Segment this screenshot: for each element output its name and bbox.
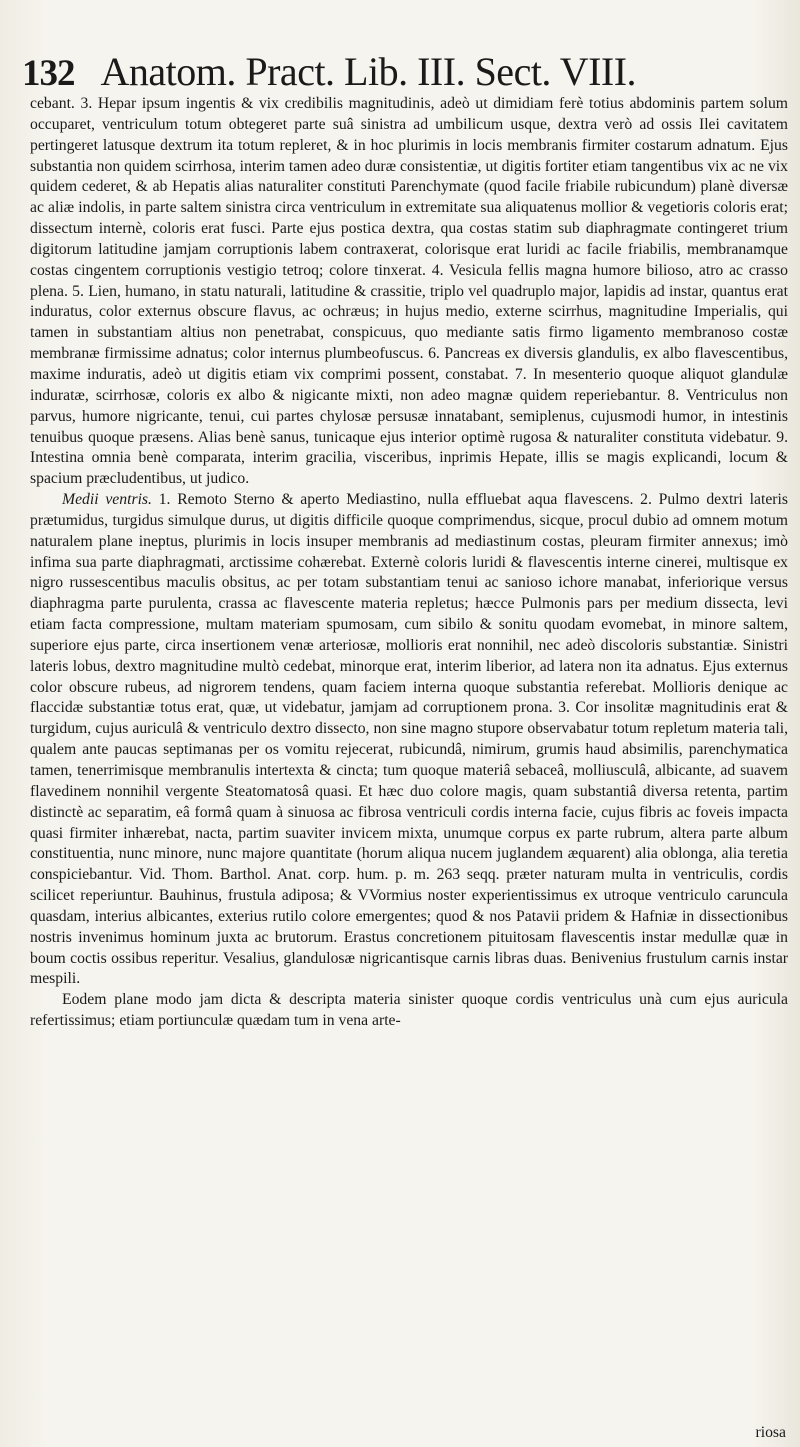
- paragraph-abdomen: cebant. 3. Hepar ipsum ingentis & vix credibilis magnitudinis, adeò ut dimidiam ferè totius abdominis partem solum occuparet, ventriculum totum obtegeret parte suâ sinistra ad umbilicum usque, dextra verò ad ossis Ilei cavitatem pertingeret latusque dextrum ita totum repleret, & in hoc plurimis in locis membranis firmiter costarum adnatum. Ejus substantia non quidem scirrhosa, interim tamen adeo duræ consistentiæ, ut digitis fortiter etiam tangentibus vix ac ne vix quidem cederet, & ab Hepatis alias naturaliter constituti Parenchymate (quod facile friabile rubicundum) planè diversæ ac aliæ indolis, in parte saltem sinistra circa ventriculum in extremitate sua aliquatenus mollior & vegetioris coloris erat; dissectum internè, coloris erat fusci. Parte ejus postica dextra, qua costas statim sub diaphragmate contingeret trium digitorum latitudine jamjam corruptionis labem contraxerat, colorisque erat luridi ac facile friabilis, membranamque costas cingentem corruptionis vestigio tetroq; colore tinxerat. 4. Vesicula fellis magna humore bilioso, atro ac crasso plena. 5. Lien, humano, in statu naturali, latitudine & crassitie, triplo vel quadruplo major, lapidis ad instar, quantus erat induratus, color externus obscure flavus, ac ochræus; in hujus medio, externe scirrhus, magnitudine Imperialis, qui tamen in substantiam altius non penetrabat, conspicuus, quo mediante satis firmo ligamento membranoso costæ membranæ firmissime adnatus; color internus plumbeofuscus. 6. Pancreas ex diversis glandulis, ex albo flavescentibus, maxime induratis, adeò ut digitis etiam vix comprimi possent, constabat. 7. In mesenterio quoque aliquot glandulæ induratæ, scirrhosæ, coloris ex albo & nigicante mixti, non adeo magnæ quidem reperiebantur. 8. Ventriculus non parvus, humore nigricante, tenui, cui partes chylosæ persusæ innatabant, semiplenus, cujusmodi humor, in intestinis tenuibus quoque præsens. Alias benè sanus, tunicaque ejus interior optimè rugosa & naturaliter constituta videbatur. 9. Intestina omnia benè comparata, interim gracilia, visceribus, inprimis Hepate, illis se magis explicandi, locum & spacium præcludentibus, ut judico.: [30, 95, 788, 488]
- catchword: riosa: [755, 1424, 786, 1441]
- running-head: Anatom. Pract. Lib. III. Sect. VIII.: [100, 49, 637, 94]
- section-label: Medii ventris.: [62, 491, 152, 509]
- paragraph-medii-ventris: [30, 490, 788, 990]
- paragraph-medii-ventris-text: 1. Remoto Sterno & aperto Mediastino, nulla effluebat aqua flavescens. 2. Pulmo dextri lateris prætumidus, turgidus simulque durus, ut digitis difficile quoque comprimendus, sicque, procul dubio ad omnem motum naturalem plane ineptus, plurimis in locis insuper membranis ad mediastinum costas, pleuram firmiter annexus; imò infima sua parte diaphragmati, arctissime cohærebat. Externè coloris luridi & flavescentis interne cinerei, multisque ex nigro russescentibus maculis obsitus, ac per totam substantiam tenui ac sanioso ichore manabat, inferiorique versus diaphragma parte purulenta, crassa ac flavescente materia repletus; hæcce Pulmonis pars per medium dissecta, levi etiam facta compressione, multam materiam spumosam, cum sibilo & sonitu quodam evomebat, in minore saltem, superiore ejus parte, circa insertionem venæ arteriosæ, mollioris erat nonnihil, nec adeò discoloris substantiæ. Sinistri lateris lobus, dextro magnitudine multò cedebat, minorque erat, interim liberior, ad latera non ita adnatus. Ejus externus color obscure rubeus, ad nigrorem tendens, quam faciem interna quoque substantia referebat. Mollioris denique ac flaccidæ substantiæ totus erat, quæ, ut videbatur, jamjam ad corruptionem prona. 3. Cor insolitæ magnitudinis erat & turgidum, cujus auriculâ & ventriculo dextro dissecto, non sine magno stupore observabatur totum repletum materia tali, qualem ante paucas septimanas per os vomitu rejecerat, rubicundâ, nimirum, grumis haud absimilis, parenchymatica tamen, tenerrimisque membranulis intertexta & cincta; tum quoque materiâ sebaceâ, molliusculâ, albicante, ad suavem flavedinem nonnihil vergente Steatomatosâ quasi. Et hæc duo colore magis, quam substantiâ diversa retenta, partim distinctè ac separatim, eâ formâ quam à sinuosa ac fibrosa ventriculi cordis interna facie, cujus fibris ac foveis impacta quasi firmiter inhærebat, nacta, partim suaviter invicem mixta, unumque corpus ex parte rubrum, altera parte album constituentia, nunc minore, nunc majore quantitate (horum aliqua nucem juglandem æquarent) alia oblonga, alia teretia conspiciebantur. Vid. Thom. Barthol. Anat. corp. hum. p. m. 263 seqq. præter naturam multa in ventriculis, cordis scilicet reperiuntur. Bauhinus, frustula adiposa; & VVormius noster experientissimus ex utroque ventriculo caruncula quasdam, interius albicantes, exterius rutilo colore emergentes; quod & nos Patavii pridem & Hafniæ in dissectionibus nostris invenimus hominum juxta ac brutorum. Erastus concretionem pituitosam flavescentis instar medullæ quæ in boum coctis ossibus reperitur. Vesalius, glandulosæ nigricantisque carnis libras duas. Benivenius frustulum carnis instar mespili.: [30, 491, 788, 988]
- page-number: 132: [22, 53, 75, 94]
- paragraph-sinister-ventriculus: Eodem plane modo jam dicta & descripta materia sinister quoque cordis ventriculus unà cum ejus auricula refertissimus; etiam portiunculæ quædam tum in vena arte-: [30, 991, 788, 1030]
- body-text: [30, 94, 788, 1032]
- page-header: [22, 48, 762, 96]
